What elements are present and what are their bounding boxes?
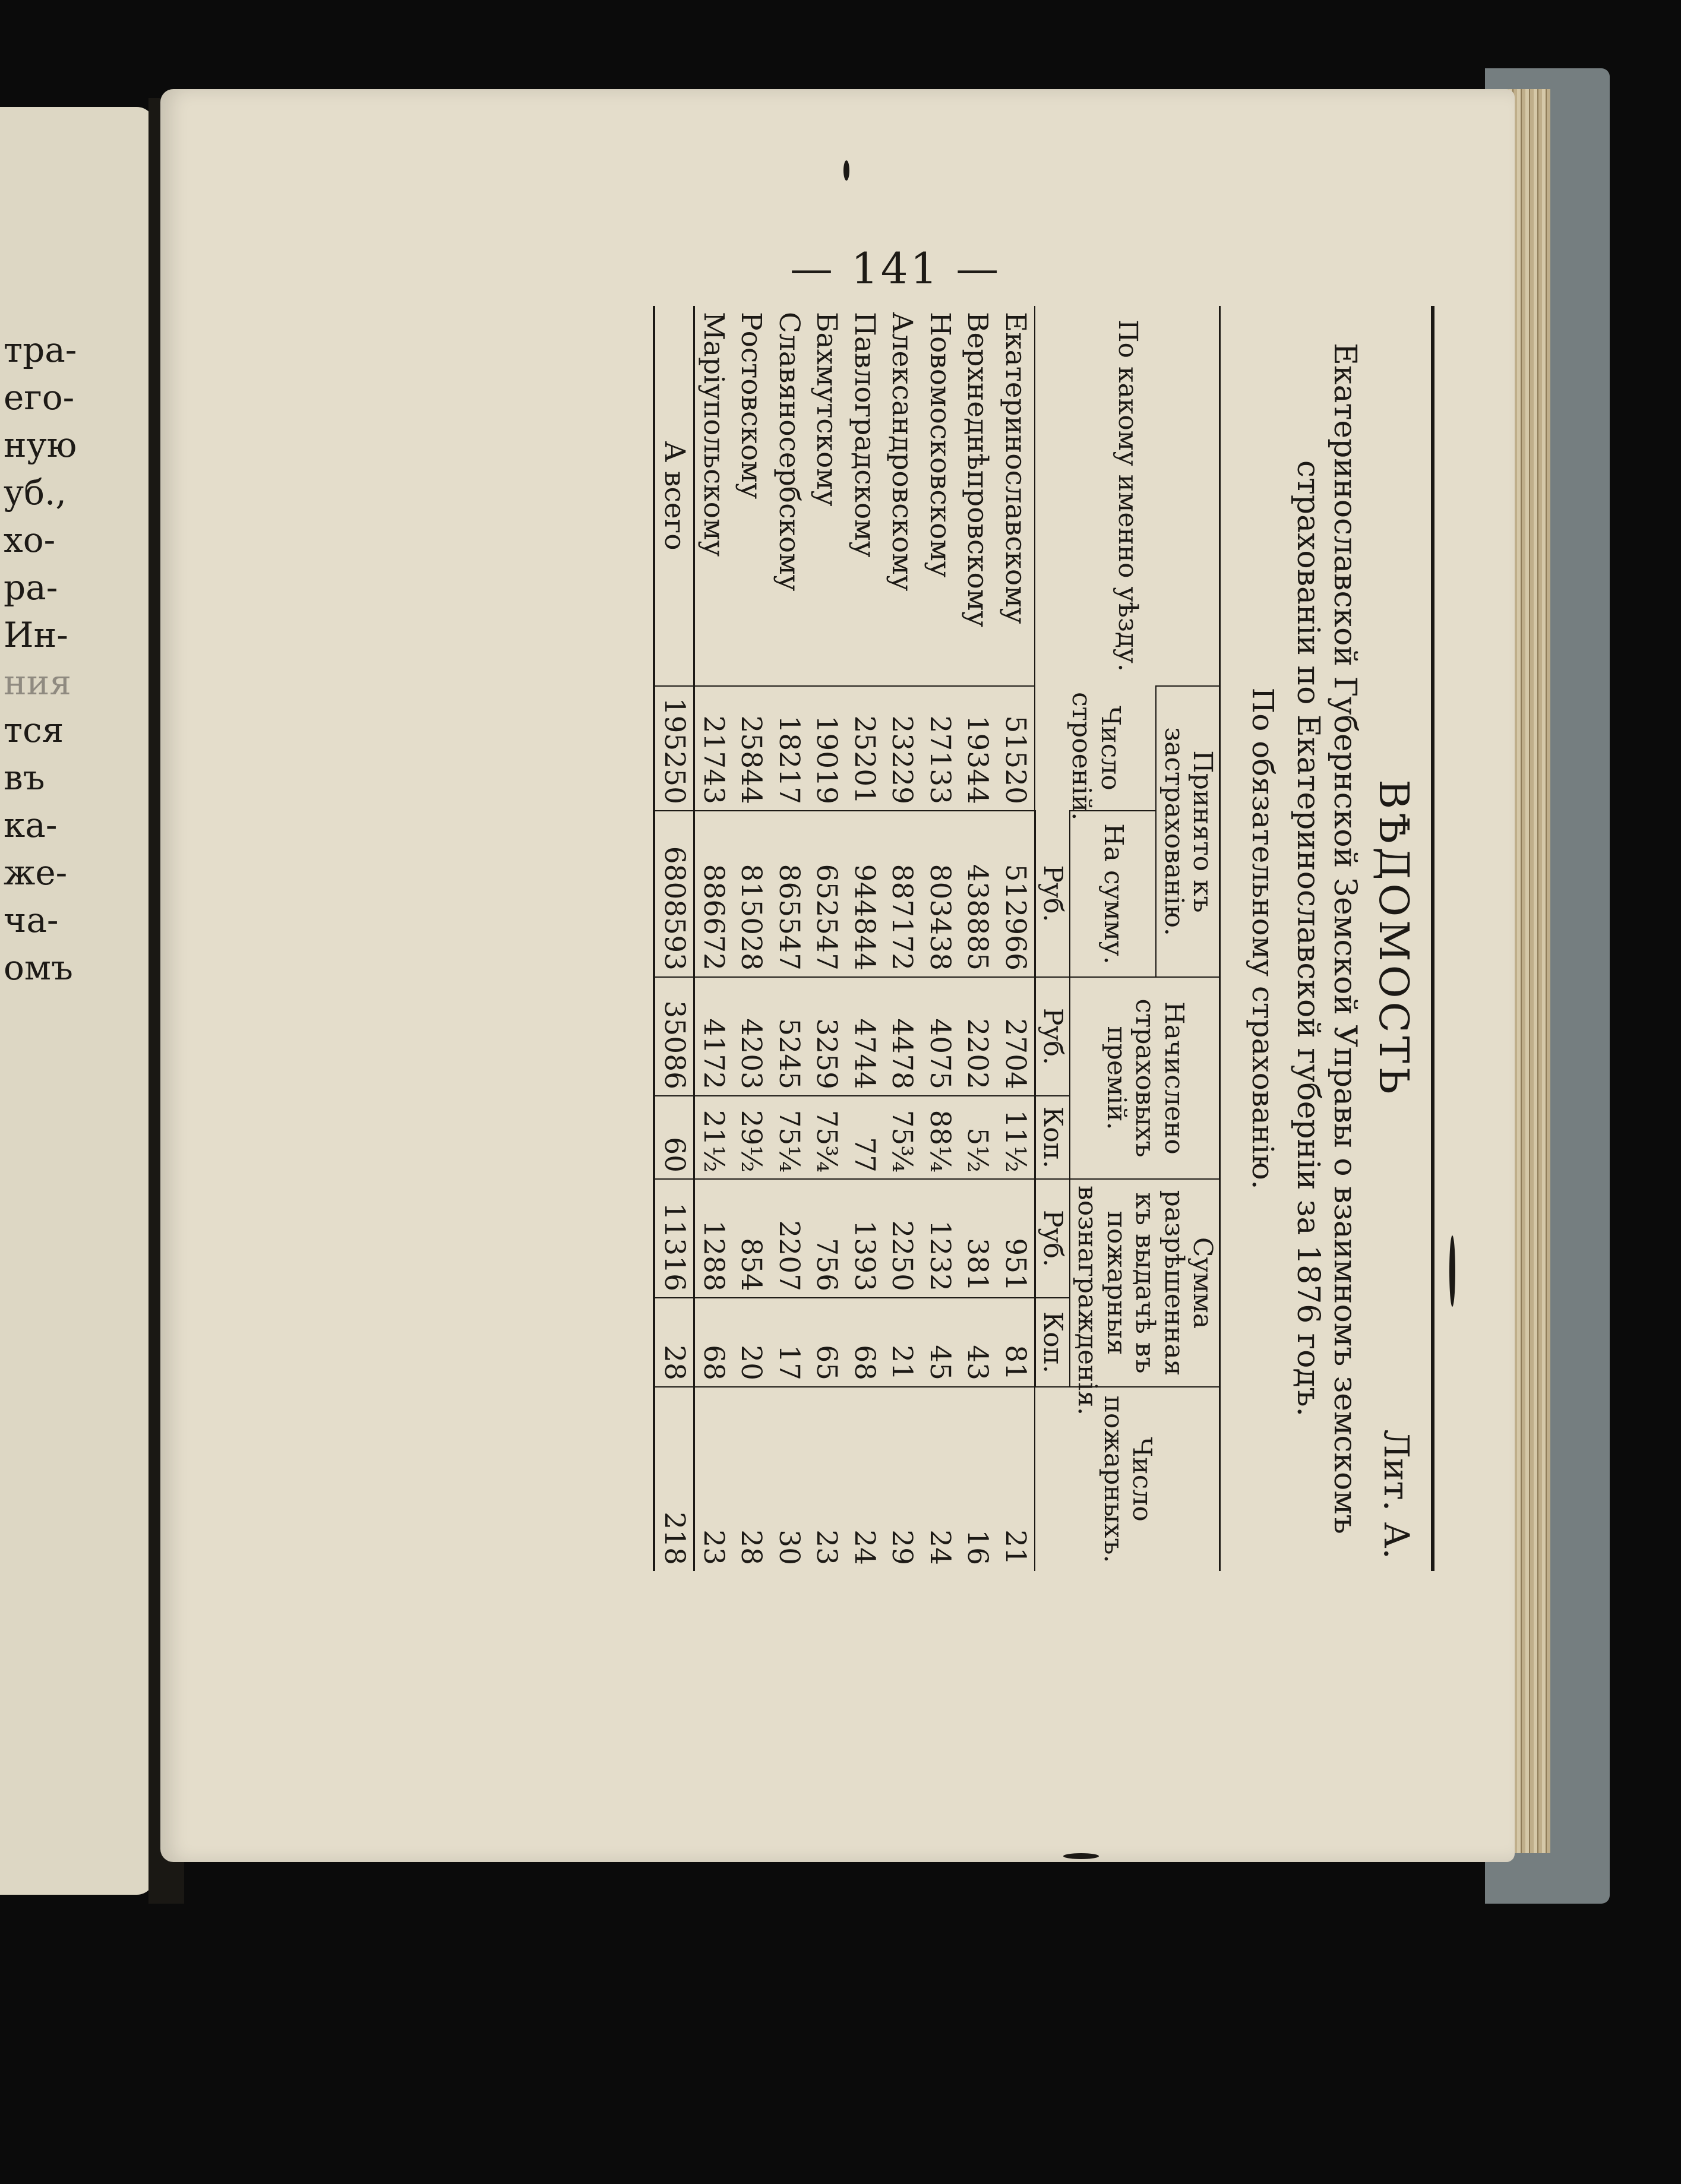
sum-cell: 815028 — [732, 811, 770, 977]
total-fires: 218 — [654, 1387, 694, 1571]
table-body — [694, 306, 1035, 1571]
fires-cell: 23 — [808, 1387, 845, 1571]
lit-label: Лит. А. — [1376, 1429, 1417, 1559]
total-pay-kop: 28 — [654, 1298, 694, 1387]
table-header-row — [1156, 306, 1219, 1571]
document-subheading: По обязательному страхованію. — [1246, 687, 1280, 1190]
header-unit-rub: Руб. — [1035, 977, 1070, 1096]
left-page-line: хо- — [4, 520, 56, 560]
uezd-name: Екатеринославскому — [999, 312, 1032, 624]
premium-kop-cell: 77 — [845, 1096, 883, 1179]
fires-cell: 28 — [732, 1387, 770, 1571]
left-page-line: омъ — [4, 947, 73, 988]
count-cell: 18217 — [770, 686, 807, 811]
header-count: Число строеній. — [1035, 686, 1156, 811]
sum-cell: 887172 — [883, 811, 921, 977]
payout-rub-cell: 2207 — [770, 1179, 807, 1298]
payout-rub-cell: 1232 — [921, 1179, 958, 1298]
uezd-name: Ростовскому — [735, 312, 768, 500]
premium-kop-cell: 75¾ — [808, 1096, 845, 1179]
left-page-line: его- — [4, 377, 75, 418]
payout-kop-cell: 43 — [959, 1298, 996, 1387]
uezd-name: Новомосковскому — [923, 312, 956, 578]
payout-kop-cell: 17 — [770, 1298, 807, 1387]
left-page — [0, 107, 154, 1895]
total-prem-rub: 35086 — [654, 977, 694, 1096]
sum-cell: 944844 — [845, 811, 883, 977]
count-cell: 25201 — [845, 686, 883, 811]
header-uezd: По какому именно уѣзду. — [1035, 306, 1219, 686]
premium-kop-cell: 11½ — [996, 1096, 1035, 1179]
premium-rub-cell: 5245 — [770, 977, 807, 1096]
payout-rub-cell: 381 — [959, 1179, 996, 1298]
table-row — [921, 306, 958, 1571]
count-cell: 51520 — [996, 686, 1035, 811]
header-premiums: Начислено страховыхъ премій. — [1070, 977, 1219, 1179]
left-page-line: ка- — [4, 805, 58, 845]
header-fires: Число пожарныхъ. — [1035, 1387, 1219, 1571]
sum-cell: 865547 — [770, 811, 807, 977]
sum-cell: 652547 — [808, 811, 845, 977]
premium-rub-cell: 4075 — [921, 977, 958, 1096]
count-cell: 19344 — [959, 686, 996, 811]
left-page-line: ную — [4, 425, 77, 465]
header-unit-kop: Коп. — [1035, 1298, 1070, 1387]
header-accepted: Принято къ застрахованію. — [1156, 686, 1219, 977]
header-unit-rub: Руб. — [1035, 1179, 1070, 1298]
header-payout: Сумма разрѣшенная къ выдачѣ въ пожарныя вознагражденія. — [1070, 1179, 1219, 1387]
premium-kop-cell: 75¾ — [883, 1096, 921, 1179]
left-page-line: ча- — [4, 900, 59, 940]
left-page-line: въ — [4, 757, 45, 798]
sum-cell: 886672 — [694, 811, 732, 977]
table-row — [996, 306, 1035, 1571]
fires-cell: 29 — [883, 1387, 921, 1571]
payout-kop-cell: 68 — [845, 1298, 883, 1387]
header-unit-rub: Руб. — [1035, 811, 1070, 977]
left-page-line: ния — [4, 662, 71, 703]
premium-kop-cell: 5½ — [959, 1096, 996, 1179]
table-row — [845, 306, 883, 1571]
ink-mark — [843, 160, 849, 181]
payout-rub-cell: 756 — [808, 1179, 845, 1298]
page-number: — 141 — — [790, 244, 1001, 293]
premium-rub-cell: 4478 — [883, 977, 921, 1096]
premium-kop-cell: 75¼ — [770, 1096, 807, 1179]
count-cell: 21743 — [694, 686, 732, 811]
premium-rub-cell: 4744 — [845, 977, 883, 1096]
document-title: ВѢДОМОСТЬ — [1370, 779, 1417, 1098]
table-row — [959, 306, 996, 1571]
count-cell: 25844 — [732, 686, 770, 811]
total-count: 195250 — [654, 686, 694, 811]
uezd-name: Александровскому — [886, 312, 919, 592]
count-cell: 23229 — [883, 686, 921, 811]
ink-mark — [1449, 1235, 1455, 1307]
payout-rub-cell: 1288 — [694, 1179, 732, 1298]
payout-kop-cell: 21 — [883, 1298, 921, 1387]
premium-kop-cell: 29½ — [732, 1096, 770, 1179]
payout-kop-cell: 68 — [694, 1298, 732, 1387]
count-cell: 19019 — [808, 686, 845, 811]
premium-rub-cell: 2704 — [996, 977, 1035, 1096]
sum-cell: 803438 — [921, 811, 958, 977]
premium-kop-cell: 21½ — [694, 1096, 732, 1179]
table-row — [770, 306, 807, 1571]
header-sum: На сумму. — [1070, 811, 1156, 977]
payout-rub-cell: 951 — [996, 1179, 1035, 1298]
total-label: А всего — [654, 306, 694, 686]
premium-rub-cell: 4172 — [694, 977, 732, 1096]
fires-cell: 24 — [921, 1387, 958, 1571]
payout-rub-cell: 854 — [732, 1179, 770, 1298]
header-unit-kop: Коп. — [1035, 1096, 1070, 1179]
uezd-name: Славяносербскому — [772, 312, 805, 592]
left-page-line: тся — [4, 710, 64, 750]
total-prem-kop: 60 — [654, 1096, 694, 1179]
insurance-table — [653, 306, 1221, 1571]
payout-rub-cell: 1393 — [845, 1179, 883, 1298]
payout-kop-cell: 45 — [921, 1298, 958, 1387]
uezd-name: Верхнеднѣпровскому — [961, 312, 994, 628]
count-cell: 27133 — [921, 686, 958, 811]
ink-mark — [1063, 1853, 1099, 1859]
payout-kop-cell: 20 — [732, 1298, 770, 1387]
table-row — [694, 306, 732, 1571]
table-row — [883, 306, 921, 1571]
rotated-table-block — [431, 306, 1434, 1571]
sum-cell: 512966 — [996, 811, 1035, 977]
payout-rub-cell: 2250 — [883, 1179, 921, 1298]
left-page-line: ра- — [4, 567, 58, 608]
fires-cell: 16 — [959, 1387, 996, 1571]
payout-kop-cell: 65 — [808, 1298, 845, 1387]
fires-cell: 24 — [845, 1387, 883, 1571]
table-row — [808, 306, 845, 1571]
right-page — [160, 89, 1515, 1862]
premium-rub-cell: 3259 — [808, 977, 845, 1096]
left-page-line: уб., — [4, 472, 67, 513]
document-subtitle: Екатеринославской Губернской Земской Управы о взаимномъ земскомъ страхованіи по Екатеринославской губерніи за 1876 годъ. — [1290, 343, 1363, 1534]
payout-kop-cell: 81 — [996, 1298, 1035, 1387]
total-pay-rub: 11316 — [654, 1179, 694, 1298]
premium-rub-cell: 4203 — [732, 977, 770, 1096]
sum-cell: 438885 — [959, 811, 996, 977]
premium-kop-cell: 88¼ — [921, 1096, 958, 1179]
left-page-line: тра- — [4, 330, 77, 370]
table-total-row — [654, 306, 694, 1571]
total-sum: 6808593 — [654, 811, 694, 977]
uezd-name: Бахмутскому — [810, 312, 843, 507]
premium-rub-cell: 2202 — [959, 977, 996, 1096]
left-page-line: же- — [4, 852, 68, 893]
uezd-name: Маріупольскому — [697, 312, 731, 557]
fires-cell: 21 — [996, 1387, 1035, 1571]
table-frame-line — [1431, 306, 1434, 1571]
table-row — [732, 306, 770, 1571]
left-page-line: Ин- — [4, 615, 68, 655]
fires-cell: 30 — [770, 1387, 807, 1571]
fires-cell: 23 — [694, 1387, 732, 1571]
uezd-name: Павлоградскому — [848, 312, 881, 558]
